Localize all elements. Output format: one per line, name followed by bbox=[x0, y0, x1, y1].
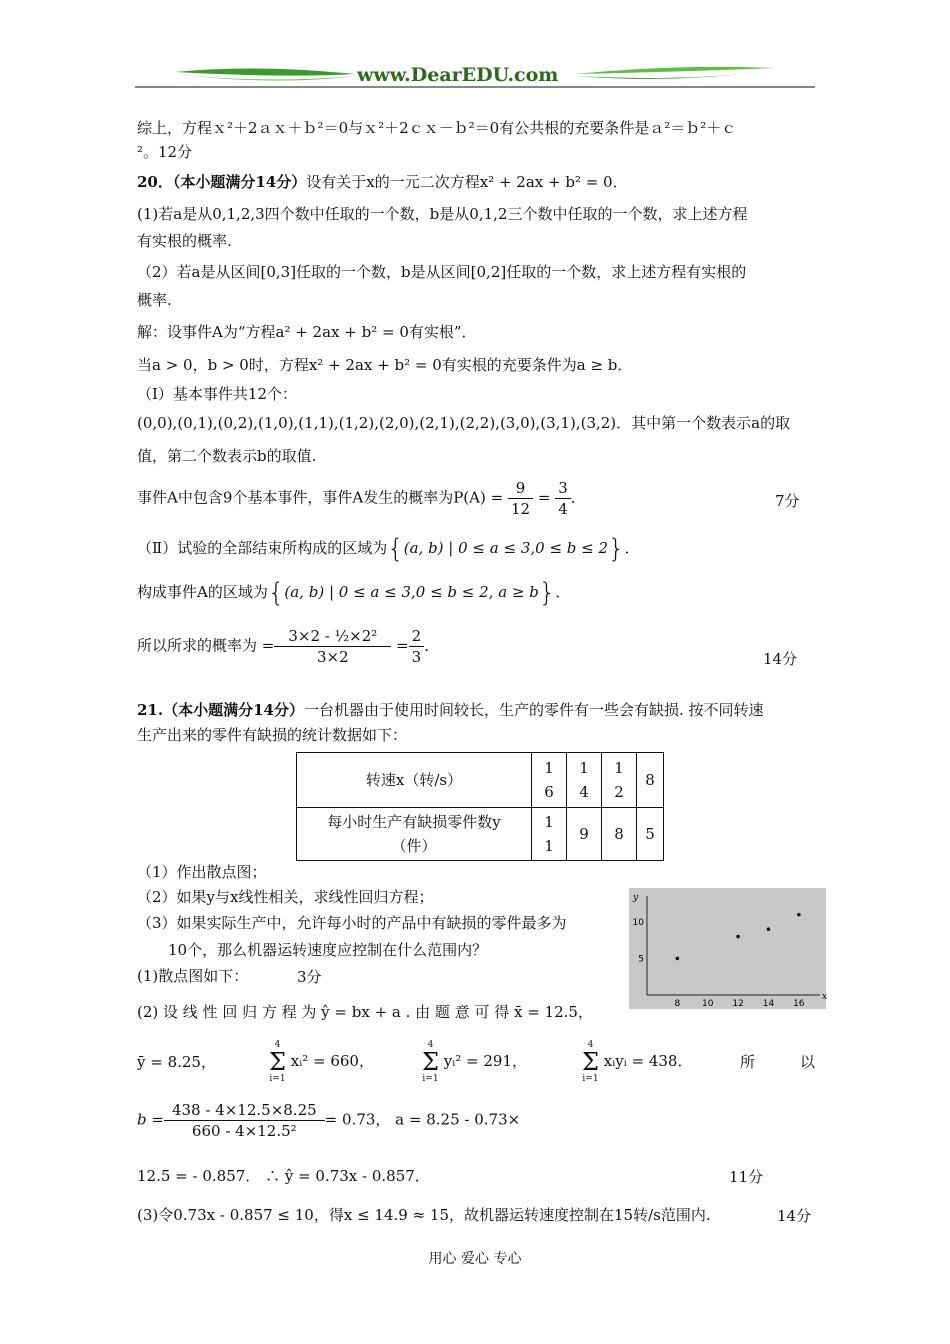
sum-x2 bbox=[269, 1040, 374, 1084]
frac-den: 660 - 4×12.5² bbox=[191, 1122, 297, 1140]
right-brace: } bbox=[538, 578, 556, 608]
solution-line-1: 解：设事件A为“方程a² + 2ax + b² = 0有实根”． bbox=[137, 323, 477, 341]
data-point bbox=[797, 913, 801, 917]
page-footer: 用心 爱心 专心 bbox=[428, 1251, 522, 1267]
sigma-lower: i=1 bbox=[422, 1074, 439, 1084]
fraction-b bbox=[164, 1100, 325, 1141]
prob-intro: 所以所求的概率为 bbox=[137, 636, 258, 655]
region-text: （Ⅱ）试验的全部结束所构成的区域为 bbox=[137, 539, 388, 557]
period: ． bbox=[555, 583, 571, 601]
q21-sub-3a: （3）如果实际生产中，允许每小时的产品中有缺损的零件最多为 bbox=[137, 914, 567, 932]
q20-part2-a: （2）若a是从区间[0,3]任取的一个数，b是从区间[0,2]任取的一个数，求上述方程有实根的 bbox=[137, 263, 747, 281]
data-point bbox=[736, 935, 740, 939]
frac-den: 3×2 bbox=[317, 648, 349, 666]
y-tick-label: 5 bbox=[638, 954, 644, 965]
event-region-text: 构成事件A的区域为 bbox=[137, 583, 268, 601]
header-logo bbox=[135, 62, 815, 92]
solution-line-4: (0,0),(0,1),(0,2),(1,0),(1,1),(1,2),(2,0),(2,1),(2,2),(3,0),(3,1),(3,2)．其中第一个数表示a的取 bbox=[137, 414, 791, 432]
conclusion-line-2: ²。12分 bbox=[137, 143, 193, 161]
score-14-a: 14分 bbox=[763, 650, 798, 668]
y-axis-label: y bbox=[633, 893, 639, 903]
solution-line-2: 当a > 0，b > 0时，方程x² + 2ax + b² = 0有实根的充要条件为a ≥ b． bbox=[137, 356, 633, 374]
sigma-symbol: 4 Σ i=1 bbox=[269, 1040, 286, 1084]
frac-num: 9 bbox=[508, 478, 533, 499]
x-tick-label: 16 bbox=[793, 999, 805, 1009]
sum-y2 bbox=[422, 1040, 527, 1084]
frac-num: 438 - 4×12.5×8.25 bbox=[164, 1100, 325, 1121]
frac-den: 3 bbox=[411, 648, 422, 666]
sigma-symbol: 4 Σ i=1 bbox=[422, 1040, 439, 1084]
solution-line-6 bbox=[137, 478, 586, 519]
left-brace: { bbox=[267, 578, 285, 608]
plot-background bbox=[629, 888, 826, 1009]
score-3: 3分 bbox=[297, 968, 322, 986]
table-cell: 8 bbox=[602, 808, 637, 861]
fraction-2-3 bbox=[409, 626, 425, 667]
x-tick-label: 8 bbox=[674, 999, 681, 1009]
period: ． bbox=[570, 488, 586, 507]
q21-text-2: 生产出来的零件有缺损的统计数据如下： bbox=[137, 726, 408, 744]
q21-heading bbox=[137, 700, 764, 720]
q20-part1-b: 有实根的概率. bbox=[137, 232, 232, 250]
sigma-lower: i=1 bbox=[582, 1074, 599, 1084]
solution-line-7 bbox=[137, 534, 640, 564]
solution-line-8 bbox=[137, 578, 571, 608]
left-brace: { bbox=[387, 534, 404, 564]
fraction-9-12 bbox=[508, 478, 533, 519]
right-brace: } bbox=[608, 534, 625, 564]
sum-y2-value: yᵢ² = 291， bbox=[443, 1052, 527, 1070]
table-cell: 1 2 bbox=[602, 753, 637, 808]
frac-den: 4 bbox=[558, 500, 568, 518]
solution-line-5: 值，第二个数表示b的取值. bbox=[137, 447, 317, 465]
table-cell: 转速x（转/s） bbox=[297, 753, 532, 808]
answer-5: 12.5 = - 0.857． ∴ ŷ = 0.73x - 0.857． bbox=[137, 1167, 430, 1185]
q21-sub-2: （2）如果y与x线性相关，求线性回归方程； bbox=[137, 888, 434, 906]
solution-line-3: （Ⅰ）基本事件共12个： bbox=[137, 385, 298, 403]
sigma-upper: 4 bbox=[587, 1040, 594, 1050]
x-tick-label: 10 bbox=[702, 999, 714, 1009]
word-suo: 所 bbox=[740, 1053, 756, 1071]
answer-4 bbox=[137, 1100, 520, 1141]
answer-6: (3)令0.73x - 0.857 ≤ 10，得x ≤ 14.9 ≈ 15，故机器运转速度控制在15转/s范围内. bbox=[137, 1206, 711, 1224]
frac-num: 2 bbox=[409, 626, 425, 647]
conclusion-line-1: 综上，方程ｘ²＋2ａｘ＋ｂ²＝0与ｘ²＋2ｃｘ－ｂ²＝0有公共根的充要条件是ａ²＝ｂ²＋ｃ bbox=[137, 119, 737, 137]
q20-part2-b: 概率. bbox=[137, 291, 172, 309]
data-point bbox=[767, 927, 771, 931]
table-cell: 5 bbox=[637, 808, 664, 861]
table-cell: 1 1 bbox=[532, 808, 567, 861]
q21-text: 一台机器由于使用时间较长，生产的零件有一些会有缺损. 按不同转速 bbox=[303, 701, 764, 719]
sum-x2-value: xᵢ² = 660， bbox=[290, 1052, 374, 1070]
x-tick-label: 14 bbox=[762, 999, 775, 1009]
score-7: 7分 bbox=[775, 492, 800, 510]
table-cell: 9 bbox=[567, 808, 602, 861]
q20-label: 20．（本小题满分14分） bbox=[137, 173, 307, 191]
word-yi: 以 bbox=[800, 1053, 816, 1071]
frac-num: 3 bbox=[555, 478, 571, 499]
table-cell: 1 4 bbox=[567, 753, 602, 808]
data-table bbox=[296, 752, 664, 861]
event-region-set: (a, b) | 0 ≤ a ≤ 3,0 ≤ b ≤ 2, a ≥ b bbox=[284, 583, 539, 601]
data-point bbox=[676, 957, 680, 961]
q21-label: 21.（本小题满分14分） bbox=[137, 701, 304, 719]
table-cell: 每小时生产有缺损零件数y（件） bbox=[297, 808, 532, 861]
solution-line-9: 所以所求的概率为 = $\frac{\text{3×2 - ½×2²}}{3\times 2}$ = $\frac{2}{3}$ ． bbox=[137, 627, 440, 666]
answer-2: (2) 设 线 性 回 归 方 程 为 ŷ = bx + a . 由 题 意 可 得 x̄ = 12.5， bbox=[137, 1003, 593, 1021]
q20-text: 设有关于x的一元二次方程x² + 2ax + b² = 0． bbox=[306, 173, 628, 191]
prob-text: 事件A中包含9个基本事件，事件A发生的概率为P(A) = bbox=[137, 488, 504, 507]
period: ． bbox=[624, 539, 640, 557]
sum-xy bbox=[582, 1040, 692, 1084]
sigma-lower: i=1 bbox=[269, 1074, 286, 1084]
fraction-area bbox=[274, 626, 391, 667]
q20-part1-a: (1)若a是从0,1,2,3四个数中任取的一个数，b是从0,1,2三个数中任取的一个数，求上述方程 bbox=[137, 205, 748, 223]
score-11: 11分 bbox=[729, 1168, 764, 1186]
scatter-plot bbox=[629, 888, 826, 1009]
table-cell: 1 6 bbox=[532, 753, 567, 808]
x-tick-label: 12 bbox=[732, 999, 744, 1009]
q21-sub-1: （1）作出散点图； bbox=[137, 863, 267, 881]
frac-num: 3×2 - ½×2² bbox=[274, 626, 391, 647]
sigma-upper: 4 bbox=[427, 1040, 434, 1050]
answer-1: (1)散点图如下： bbox=[137, 967, 249, 985]
table-row bbox=[297, 753, 664, 808]
region-set: (a, b) | 0 ≤ a ≤ 3,0 ≤ b ≤ 2 bbox=[403, 539, 609, 557]
q21-sub-3b: 10个，那么机器运转速度应控制在什么范围内？ bbox=[168, 941, 488, 959]
b-result: = 0.73， a = 8.25 - 0.73× bbox=[324, 1110, 521, 1129]
b-equals: b = bbox=[137, 1110, 164, 1129]
table-cell: 8 bbox=[637, 753, 664, 808]
logo-text: www.DearEDU.com bbox=[357, 64, 559, 86]
q20-heading bbox=[137, 172, 628, 192]
x-axis-label: x bbox=[822, 992, 828, 1002]
sigma-symbol: 4 Σ i=1 bbox=[582, 1040, 599, 1084]
fraction-3-4 bbox=[555, 478, 571, 519]
sum-xy-value: xᵢyᵢ = 438． bbox=[603, 1052, 693, 1070]
sigma-upper: 4 bbox=[274, 1040, 281, 1050]
equals-sign: = bbox=[537, 488, 551, 507]
frac-den: 12 bbox=[510, 500, 531, 518]
table-row bbox=[297, 808, 664, 861]
score-14-b: 14分 bbox=[777, 1207, 812, 1225]
y-mean: ȳ = 8.25， bbox=[137, 1053, 216, 1071]
y-tick-label: 10 bbox=[632, 917, 644, 928]
